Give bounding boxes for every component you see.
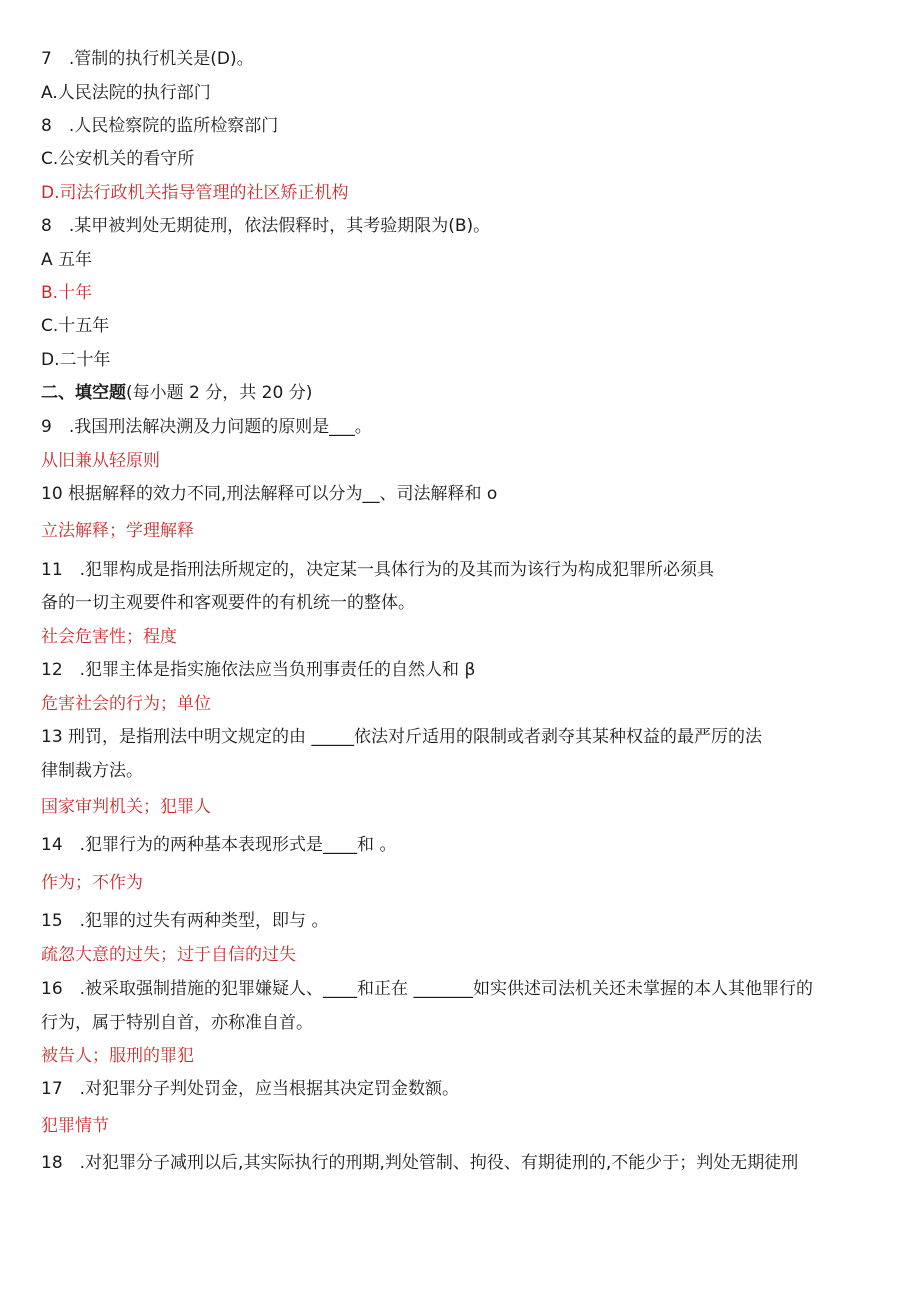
option-a: A 五年 [41,250,93,270]
question-11-continued: 备的一切主观要件和客观要件的有机统一的整体。 [41,593,415,613]
question-16-continued: 行为，属于特别自首，亦称准自首。 [41,1013,313,1033]
question-14: 14 .犯罪行为的两种基本表现形式是____和 。 [41,835,397,855]
answer-14: 作为；不作为 [41,873,143,893]
section-heading [41,382,312,404]
question-17: 17 .对犯罪分子判处罚金，应当根据其决定罚金数额。 [41,1079,460,1099]
question-16: 16 .被采取强制措施的犯罪嫌疑人、____和正在 _______如实供述司法机关还未掌握的本人其他罪行的 [41,979,813,999]
question-12: 12 .犯罪主体是指实施依法应当负刑事责任的自然人和 β [41,660,476,680]
option-b: 8 .人民检察院的监所检察部门 [41,116,279,136]
question-15: 15 .犯罪的过失有两种类型，即与 。 [41,911,329,931]
question-18: 18 .对犯罪分子减刑以后,其实际执行的刑期,判处管制、拘役、有期徒刑的,不能少于；判处无期徒刑 [41,1153,799,1173]
question-11: 11 .犯罪构成是指刑法所规定的，决定某一具体行为的及其而为该行为构成犯罪所必须具 [41,560,715,580]
option-c: C.公安机关的看守所 [41,149,195,169]
answer-12: 危害社会的行为；单位 [41,694,211,714]
question-10: 10 根据解释的效力不同,刑法解释可以分为__、司法解释和 o [41,484,498,504]
question-7: 7 .管制的执行机关是(D)。 [41,49,254,69]
question-8: 8 .某甲被判处无期徒刑，依法假释时，其考验期限为(B)。 [41,216,491,236]
section-scoring: (每小题 2 分，共 20 分) [126,383,313,403]
answer-17: 犯罪情节 [41,1116,109,1136]
answer-option-d: D.司法行政机关指导管理的社区矫正机构 [41,183,349,203]
answer-option-b: B.十年 [41,283,93,303]
section-title: 二、填空题 [41,383,126,403]
answer-16: 被告人；服刑的罪犯 [41,1046,194,1066]
question-13-continued: 律制裁方法。 [41,761,143,781]
answer-13: 国家审判机关；犯罪人 [41,797,211,817]
option-c: C.十五年 [41,316,110,336]
answer-15: 疏忽大意的过失；过于自信的过失 [41,945,296,965]
option-d: D.二十年 [41,350,111,370]
answer-9: 从旧兼从轻原则 [41,451,160,471]
answer-11: 社会危害性；程度 [41,627,177,647]
option-a: A.人民法院的执行部门 [41,83,211,103]
question-9: 9 .我国刑法解决溯及力问题的原则是___。 [41,417,372,437]
answer-10: 立法解释；学理解释 [41,521,194,541]
question-13: 13 刑罚，是指刑法中明文规定的由 _____依法对斤适用的限制或者剥夺其某种权益的最严厉的法 [41,727,762,747]
